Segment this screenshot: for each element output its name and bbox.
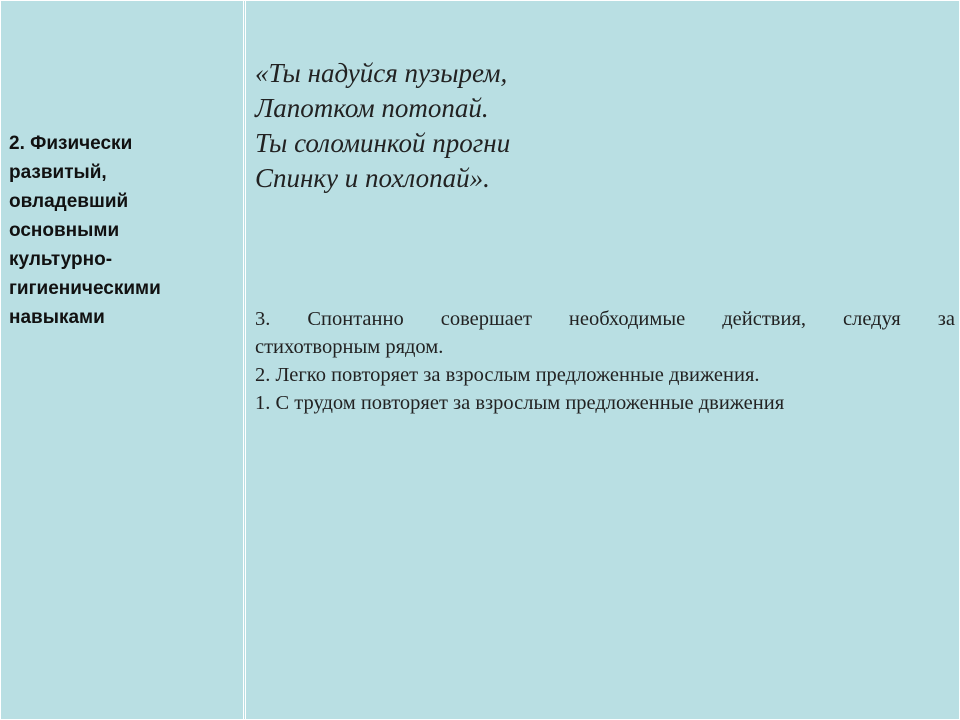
- level-2: 2. Легко повторяет за взрослым предложенные движения.: [255, 364, 760, 386]
- assessment-levels: [255, 305, 955, 417]
- poem-line: Ты соломинкой прогни: [255, 128, 511, 158]
- criterion-line: овладевший: [9, 191, 129, 212]
- poem-line: «Ты надуйся пузырем,: [255, 58, 508, 88]
- level-3-word: необходимые: [568, 308, 686, 330]
- poem-line: Лапотком потопай.: [255, 93, 489, 123]
- criterion-cell: [1, 1, 246, 719]
- level-3-word: 3.: [255, 308, 271, 330]
- level-3-word: Спонтанно: [307, 308, 404, 330]
- criterion-line: 2. Физически: [9, 133, 133, 154]
- criterion-line: навыками: [9, 307, 105, 328]
- level-3-line-1: [255, 305, 955, 333]
- level-3-word: за: [937, 308, 955, 330]
- level-1: 1. С трудом повторяет за взрослым предложенные движения: [255, 392, 785, 414]
- criterion-line: гигиеническими: [9, 278, 161, 299]
- criterion-line: основными: [9, 220, 120, 241]
- content-cell: [246, 1, 959, 719]
- criterion-line: культурно-: [9, 249, 113, 270]
- level-3-word: следуя: [842, 308, 901, 330]
- level-3-word: действия,: [722, 308, 806, 330]
- poem-line: Спинку и похлопай».: [255, 163, 490, 193]
- level-3-line-2: стихотворным рядом.: [255, 336, 444, 358]
- level-3-word: совершает: [440, 308, 532, 330]
- criterion-text: [9, 129, 239, 332]
- criterion-line: развитый,: [9, 162, 107, 183]
- poem: [255, 56, 510, 196]
